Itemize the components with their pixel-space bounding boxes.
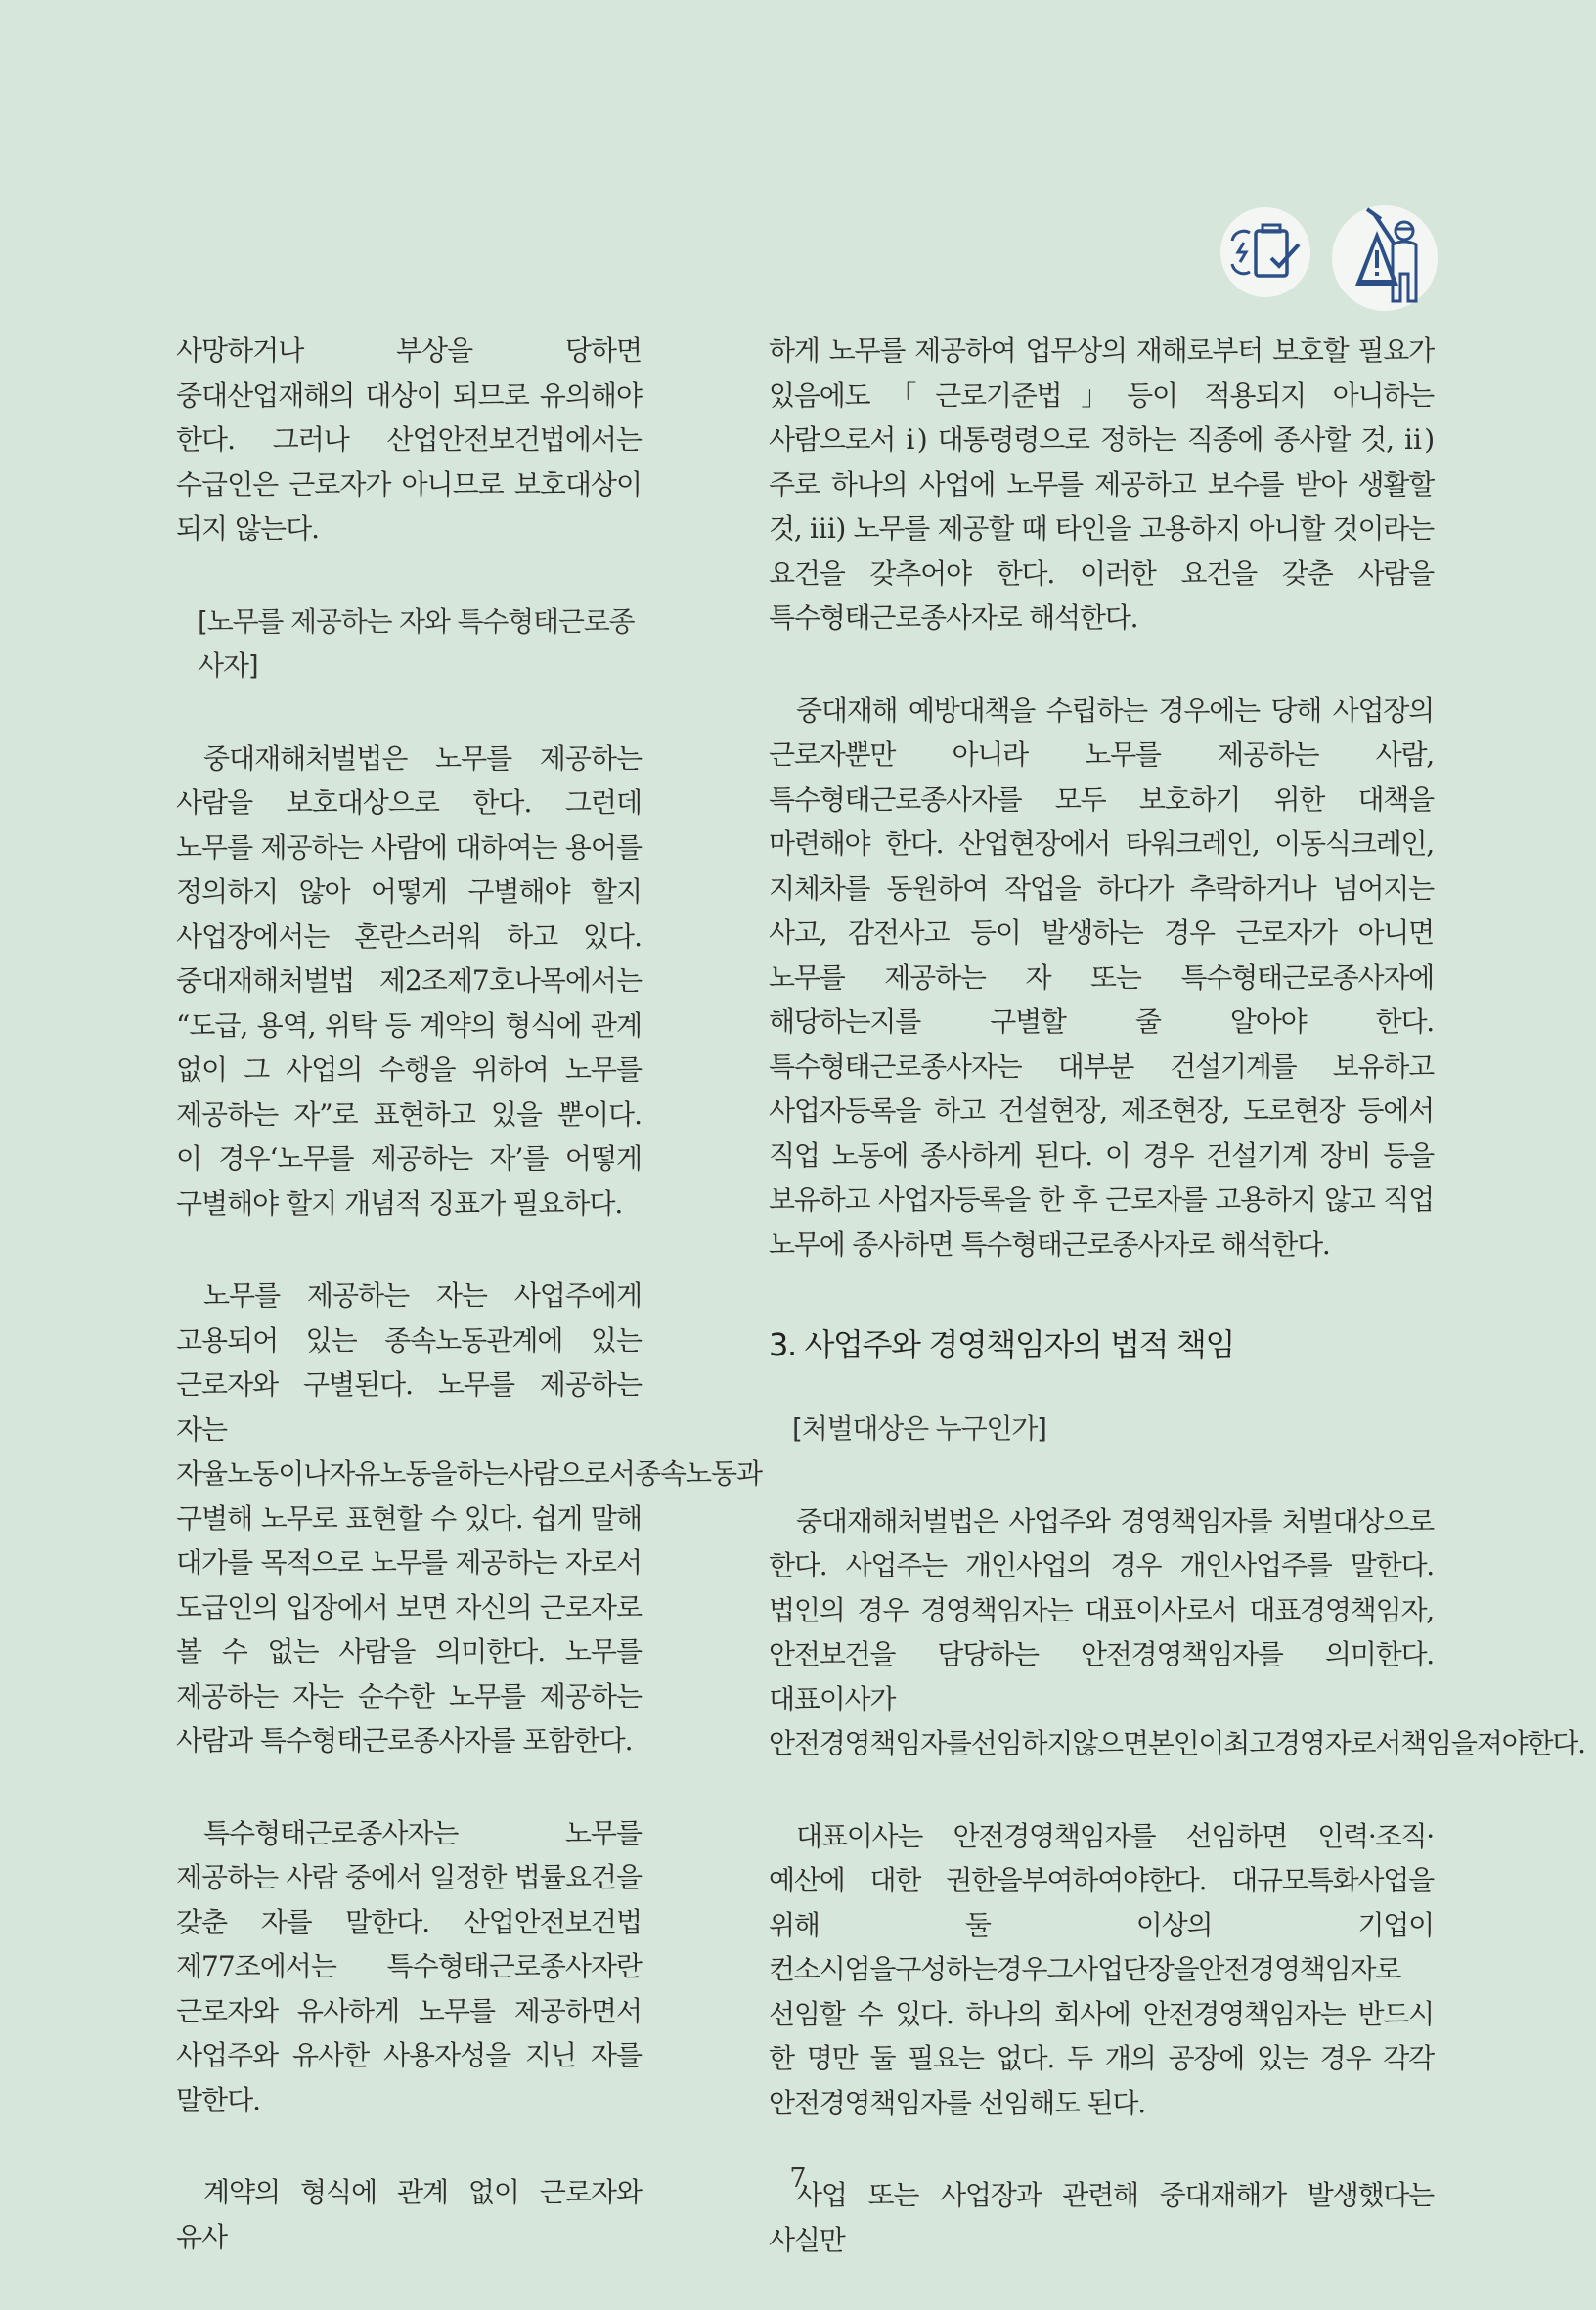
paragraph: 특수형태근로종사자는 노무를 제공하는 사람 중에서 일정한 법률요건을 갖춘 자를 말한다. 산업안전보건법 제77조에서는 특수형태근로종사자란 근로자와 유사하게 노무를 제공하면서 사업주와 유사한 사용자성을 지닌 자를 말한다. [176, 1816, 642, 2116]
left-column [176, 329, 763, 2307]
paragraph: 대표이사는 안전경영책임자를 선임하면 인력·조직·예산에 대한 권한을부여하여야한다. 대규모특화사업을 위해 둘 이상의 기업이 컨소시엄을구성하는경우그사업단장을안전경영책임자로 선임할 수 있다. 하나의 회사에 안전경영책임자는 반드시 한 명만 둘 필요는 없다. 두 개의 공장에 있는 경우 각각 안전경영책임자를 선임해도 된다. [769, 1819, 1434, 2119]
paragraph: 중대재해처벌법은 사업주와 경영책임자를 처벌대상으로 한다. 사업주는 개인사업의 경우 개인사업주를 말한다. 법인의 경우 경영책임자는 대표이사로서 대표경영책임자, 안전보건을 담당하는 안전경영책임자를 의미한다. 대표이사가 안전경영책임자를선임하지않으면본인이최고경영자로서책임을져야한다. [769, 1504, 1585, 1759]
section-title: 3. 사업주와 경영책임자의 법적 책임 [769, 1326, 1234, 1363]
paragraph: 중대재해처벌법은 노무를 제공하는 사람을 보호대상으로 한다. 그런데 노무를 제공하는 사람에 대하여는 용어를 정의하지 않아 어떻게 구별해야 할지 사업장에서는 혼란스러워 하고 있다. 중대재해처벌법 제2조제7호나목에서는 “도급, 용역, 위탁 등 계약의 형식에 관계 없이 그 사업의 수행을 위하여 노무를 제공하는 자”로 표현하고 있을 뿐이다. 이 경우‘노무를 제공하는 자’를 어떻게 구별해야 할지 개념적 징표가 필요하다. [176, 741, 642, 1220]
subheading: [처벌대상은 누구인가] [792, 1412, 1046, 1444]
header-icons [1209, 192, 1443, 319]
right-column [769, 329, 1585, 2310]
worker-warning-icon [1332, 205, 1438, 311]
page-number: 7 [789, 2163, 807, 2194]
subheading: [노무를 제공하는 자와 특수형태근로종사자] [198, 604, 635, 682]
battery-check-icon [1220, 207, 1310, 297]
paragraph: 사망하거나 부상을 당하면 중대산업재해의 대상이 되므로 유의해야 한다. 그러나 산업안전보건법에서는 수급인은 근로자가 아니므로 보호대상이 되지 않는다. [176, 334, 642, 545]
paragraph: 중대재해 예방대책을 수립하는 경우에는 당해 사업장의 근로자뿐만 아니라 노무를 제공하는 사람, 특수형태근로종사자를 모두 보호하기 위한 대책을 마련해야 한다. 산업현장에서 타워크레인, 이동식크레인, 지체차를 동원하여 작업을 하다가 추락하거나 넘어지는 사고, 감전사고 등이 발생하는 경우 근로자가 아니면 노무를 제공하는 자 또는 특수형태근로종사자에 해당하는지를 구별할 줄 알아야 한다. 특수형태근로종사자는 대부분 건설기계를 보유하고 사업자등록을 하고 건설현장, 제조현장, 도로현장 등에서 직업 노동에 종사하게 된다. 이 경우 건설기계 장비 등을 보유하고 사업자등록을 한 후 근로자를 고용하지 않고 직업 노무에 종사하면 특수형태근로종사자로 해석한다. [769, 693, 1434, 1261]
paragraph: 계약의 형식에 관계 없이 근로자와 유사 [176, 2176, 642, 2253]
paragraph: 하게 노무를 제공하여 업무상의 재해로부터 보호할 필요가 있음에도「근로기준법」등이 적용되지 아니하는 사람으로서 ⅰ) 대통령령으로 정하는 직종에 종사할 것, ⅱ) 주로 하나의 사업에 노무를 제공하고 보수를 받아 생활할 것, ⅲ) 노무를 제공할 때 타인을 고용하지 아니할 것이라는 요건을 갖추어야 한다. 이러한 요건을 갖춘 사람을 특수형태근로종사자로 해석한다. [769, 334, 1434, 634]
paragraph: 사업 또는 사업장과 관련해 중대재해가 발생했다는 사실만 [769, 2179, 1434, 2256]
paragraph: 노무를 제공하는 자는 사업주에게 고용되어 있는 종속노동관계에 있는 근로자와 구별된다. 노무를 제공하는 자는 자율노동이나자유노동을하는사람으로서종속노동과 구별해 노무로 표현할 수 있다. 쉽게 말해 대가를 목적으로 노무를 제공하는 자로서 도급인의 입장에서 보면 자신의 근로자로 볼 수 없는 사람을 의미한다. 노무를 제공하는 자는 순수한 노무를 제공하는 사람과 특수형태근로종사자를 포함한다. [176, 1279, 763, 1756]
